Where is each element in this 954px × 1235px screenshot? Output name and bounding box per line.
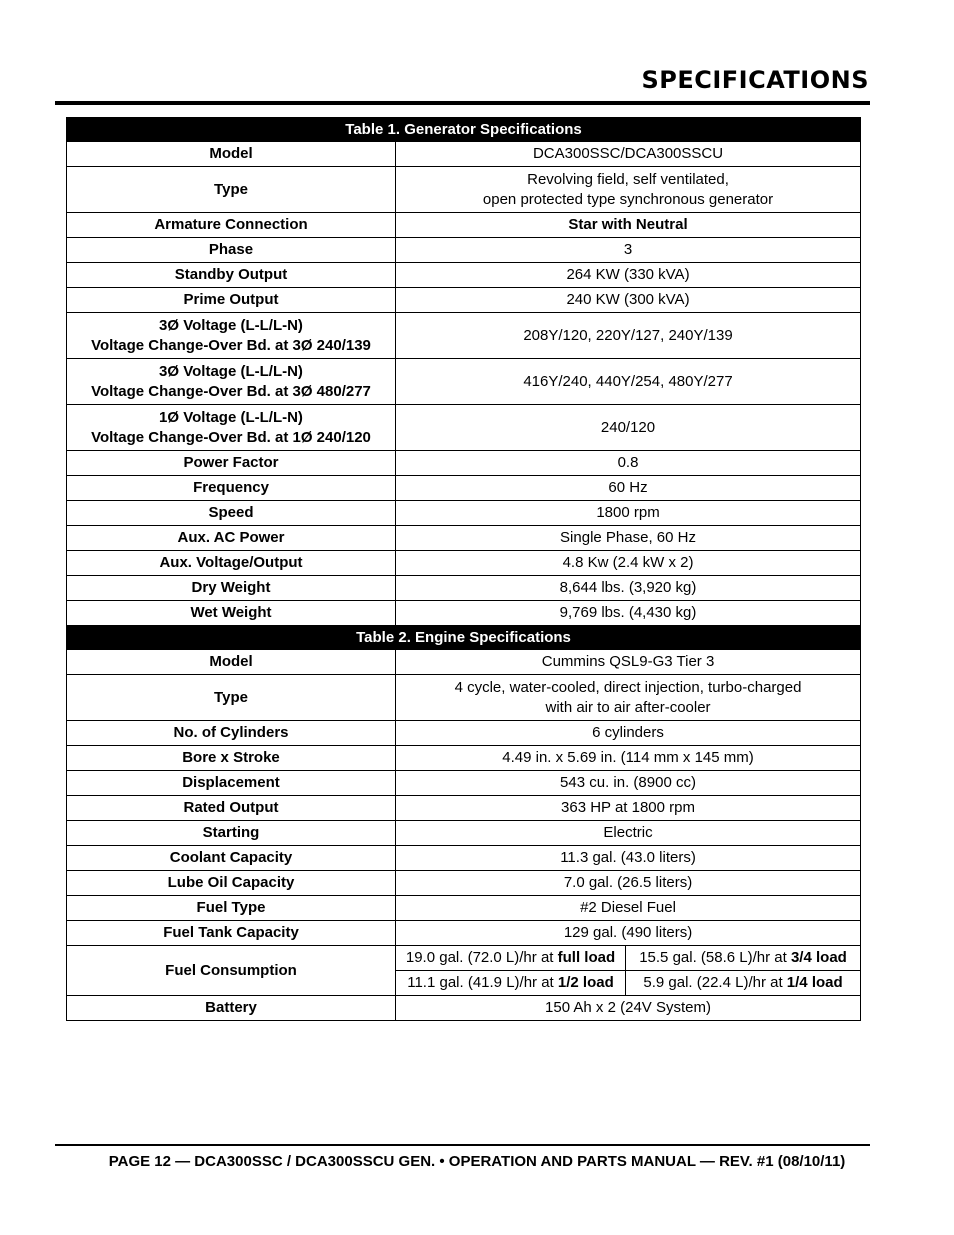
spec-value-line: Electric bbox=[603, 824, 653, 841]
spec-label: Battery bbox=[67, 996, 396, 1021]
spec-label bbox=[67, 846, 396, 871]
spec-value bbox=[396, 650, 861, 675]
spec-label bbox=[67, 821, 396, 846]
specifications-table bbox=[66, 117, 861, 1021]
spec-label bbox=[67, 213, 396, 238]
spec-label-line: Bore x Stroke bbox=[182, 749, 280, 766]
table-row bbox=[67, 263, 861, 288]
table-row bbox=[67, 821, 861, 846]
spec-value bbox=[396, 675, 861, 721]
spec-label-line: Voltage Change-Over Bd. at 3Ø 480/277 bbox=[91, 382, 371, 400]
fuel-rate: 19.0 gal. (72.0 L)/hr at bbox=[405, 949, 558, 966]
spec-label bbox=[67, 576, 396, 601]
spec-value bbox=[396, 601, 861, 626]
spec-label-line: Standby Output bbox=[174, 266, 288, 283]
table-row bbox=[67, 476, 861, 501]
spec-value bbox=[396, 871, 861, 896]
spec-value-line: 9,769 lbs. (4,430 kg) bbox=[559, 604, 697, 621]
spec-label-line: Prime Output bbox=[183, 291, 279, 308]
table-row bbox=[67, 359, 861, 405]
spec-label-line: Frequency bbox=[193, 479, 269, 496]
spec-value-line: DCA300SSC/DCA300SSCU bbox=[532, 145, 724, 162]
spec-label-line: Voltage Change-Over Bd. at 1Ø 240/120 bbox=[91, 428, 371, 446]
spec-label bbox=[67, 551, 396, 576]
table-row bbox=[67, 405, 861, 451]
spec-label bbox=[67, 896, 396, 921]
spec-value-line: 7.0 gal. (26.5 liters) bbox=[563, 874, 693, 891]
table-row bbox=[67, 313, 861, 359]
spec-value-line: 4.49 in. x 5.69 in. (114 mm x 145 mm) bbox=[502, 749, 754, 766]
spec-value bbox=[396, 796, 861, 821]
fuel-rate: 15.5 gal. (58.6 L)/hr at bbox=[639, 949, 791, 966]
fuel-load: 3/4 load bbox=[790, 949, 847, 966]
spec-value-line: 11.3 gal. (43.0 liters) bbox=[560, 849, 696, 866]
spec-value-line: open protected type synchronous generator bbox=[482, 190, 774, 208]
spec-value-line: 543 cu. in. (8900 cc) bbox=[560, 774, 696, 791]
table-header bbox=[67, 626, 861, 650]
spec-label bbox=[67, 796, 396, 821]
spec-label-line: Fuel Tank Capacity bbox=[163, 924, 299, 941]
spec-label bbox=[67, 263, 396, 288]
spec-value-line: 208Y/120, 220Y/127, 240Y/139 bbox=[523, 326, 733, 344]
fuel-consumption-label: Fuel Consumption bbox=[67, 946, 396, 996]
spec-value bbox=[396, 476, 861, 501]
spec-label-line: Speed bbox=[208, 504, 254, 521]
spec-label-line: Type bbox=[214, 180, 248, 198]
spec-value bbox=[396, 721, 861, 746]
fuel-rate: 5.9 gal. (22.4 L)/hr at bbox=[643, 974, 787, 991]
table-row bbox=[67, 650, 861, 675]
table-row bbox=[67, 501, 861, 526]
spec-value-line: Single Phase, 60 Hz bbox=[560, 529, 696, 546]
spec-label bbox=[67, 238, 396, 263]
spec-value-line: 240/120 bbox=[600, 418, 656, 436]
spec-label bbox=[67, 721, 396, 746]
table-row bbox=[67, 846, 861, 871]
spec-label-line: Voltage Change-Over Bd. at 3Ø 240/139 bbox=[91, 336, 371, 354]
spec-value-line: 60 Hz bbox=[608, 479, 648, 496]
table-row bbox=[67, 451, 861, 476]
spec-label bbox=[67, 501, 396, 526]
spec-label-line: Coolant Capacity bbox=[169, 849, 293, 866]
spec-label-line: Fuel Type bbox=[196, 899, 266, 916]
spec-value-line: 129 gal. (490 liters) bbox=[563, 924, 693, 941]
generator-specs-table bbox=[67, 118, 861, 626]
table-row bbox=[67, 167, 861, 213]
spec-label bbox=[67, 871, 396, 896]
engine-table-title: Table 2. Engine Specifications bbox=[67, 626, 861, 650]
fuel-load: 1/2 load bbox=[557, 974, 614, 991]
spec-value bbox=[396, 821, 861, 846]
spec-label-line: Lube Oil Capacity bbox=[167, 874, 295, 891]
spec-value bbox=[396, 896, 861, 921]
table-row bbox=[67, 288, 861, 313]
spec-label-line: Rated Output bbox=[183, 799, 279, 816]
spec-value-line: Revolving field, self ventilated, bbox=[527, 170, 729, 188]
spec-label-line: Aux. Voltage/Output bbox=[159, 554, 303, 571]
fuel-load: 1/4 load bbox=[786, 974, 843, 991]
spec-value-line: 4 cycle, water-cooled, direct injection, turbo-charged bbox=[454, 678, 802, 696]
table-row bbox=[67, 551, 861, 576]
spec-value bbox=[396, 142, 861, 167]
table-row bbox=[67, 213, 861, 238]
spec-label bbox=[67, 921, 396, 946]
spec-value bbox=[396, 263, 861, 288]
spec-value bbox=[396, 405, 861, 451]
spec-label bbox=[67, 142, 396, 167]
spec-label-line: Model bbox=[209, 145, 253, 162]
spec-value-line: 1800 rpm bbox=[596, 504, 660, 521]
spec-value-line: 264 KW (330 kVA) bbox=[566, 266, 690, 283]
spec-label-line: Aux. AC Power bbox=[177, 529, 285, 546]
table-row bbox=[67, 946, 861, 971]
fuel-consumption-cell bbox=[626, 971, 861, 996]
spec-value bbox=[396, 921, 861, 946]
spec-value: 150 Ah x 2 (24V System) bbox=[396, 996, 861, 1021]
table-row bbox=[67, 796, 861, 821]
table-row bbox=[67, 721, 861, 746]
spec-value-line: 416Y/240, 440Y/254, 480Y/277 bbox=[523, 372, 733, 390]
table-row bbox=[67, 601, 861, 626]
spec-label bbox=[67, 771, 396, 796]
spec-label bbox=[67, 601, 396, 626]
spec-value bbox=[396, 846, 861, 871]
spec-value bbox=[396, 451, 861, 476]
spec-value-line: 4.8 Kw (2.4 kW x 2) bbox=[562, 554, 694, 571]
table-row bbox=[67, 996, 861, 1021]
spec-label-line: Wet Weight bbox=[190, 604, 272, 621]
spec-label-line: Armature Connection bbox=[154, 216, 308, 233]
spec-label bbox=[67, 451, 396, 476]
spec-label-line: No. of Cylinders bbox=[173, 724, 289, 741]
spec-label bbox=[67, 288, 396, 313]
spec-label-line: Type bbox=[214, 688, 248, 706]
spec-value-line: 6 cylinders bbox=[592, 724, 664, 741]
spec-value bbox=[396, 313, 861, 359]
spec-value bbox=[396, 213, 861, 238]
spec-label bbox=[67, 167, 396, 213]
table-row bbox=[67, 921, 861, 946]
table-row bbox=[67, 526, 861, 551]
table-header bbox=[67, 118, 861, 142]
spec-value bbox=[396, 526, 861, 551]
spec-value bbox=[396, 359, 861, 405]
spec-label-line: 3Ø Voltage (L-L/L-N) bbox=[159, 362, 303, 380]
spec-label bbox=[67, 675, 396, 721]
fuel-and-battery-rows bbox=[67, 946, 861, 1021]
spec-label bbox=[67, 359, 396, 405]
spec-value bbox=[396, 576, 861, 601]
spec-label bbox=[67, 746, 396, 771]
header-rule bbox=[55, 101, 870, 105]
spec-value bbox=[396, 771, 861, 796]
spec-label-line: 1Ø Voltage (L-L/L-N) bbox=[159, 408, 303, 426]
spec-value bbox=[396, 551, 861, 576]
spec-value-line: 8,644 lbs. (3,920 kg) bbox=[559, 579, 697, 596]
fuel-rate: 11.1 gal. (41.9 L)/hr at bbox=[407, 974, 558, 991]
spec-label-line: Power Factor bbox=[183, 454, 279, 471]
table-row bbox=[67, 238, 861, 263]
table-row bbox=[67, 871, 861, 896]
spec-value bbox=[396, 238, 861, 263]
spec-value bbox=[396, 288, 861, 313]
spec-value bbox=[396, 746, 861, 771]
spec-value-line: with air to air after-cooler bbox=[545, 698, 711, 716]
spec-label-line: Dry Weight bbox=[191, 579, 271, 596]
spec-label bbox=[67, 405, 396, 451]
generator-table-title: Table 1. Generator Specifications bbox=[67, 118, 861, 142]
table-row bbox=[67, 896, 861, 921]
spec-value-line: Cummins QSL9-G3 Tier 3 bbox=[541, 653, 715, 670]
spec-value bbox=[396, 501, 861, 526]
spec-label-line: Phase bbox=[208, 241, 254, 258]
table-row bbox=[67, 746, 861, 771]
spec-value-line: 363 HP at 1800 rpm bbox=[561, 799, 695, 816]
table-row bbox=[67, 675, 861, 721]
spec-value-line: #2 Diesel Fuel bbox=[580, 899, 676, 916]
spec-value-line: Star with Neutral bbox=[568, 216, 688, 233]
table-row bbox=[67, 576, 861, 601]
spec-label bbox=[67, 313, 396, 359]
page-title: SPECIFICATIONS bbox=[641, 66, 869, 94]
fuel-consumption-cell bbox=[396, 946, 626, 971]
engine-specs-table bbox=[67, 626, 861, 946]
spec-value bbox=[396, 167, 861, 213]
spec-label-line: Model bbox=[209, 653, 253, 670]
spec-value-line: 240 KW (300 kVA) bbox=[566, 291, 690, 308]
spec-label bbox=[67, 650, 396, 675]
spec-value-line: 3 bbox=[623, 241, 633, 258]
page-footer: PAGE 12 — DCA300SSC / DCA300SSCU GEN. • OPERATION AND PARTS MANUAL — REV. #1 (08/10/11) bbox=[108, 1153, 846, 1170]
table-row bbox=[67, 142, 861, 167]
footer-rule bbox=[55, 1144, 870, 1146]
fuel-consumption-cell bbox=[396, 971, 626, 996]
spec-label-line: Displacement bbox=[182, 774, 280, 791]
spec-label bbox=[67, 526, 396, 551]
fuel-consumption-cell bbox=[626, 946, 861, 971]
spec-label-line: Starting bbox=[202, 824, 260, 841]
spec-value-line: 0.8 bbox=[617, 454, 639, 471]
fuel-load: full load bbox=[557, 949, 616, 966]
table-row bbox=[67, 771, 861, 796]
spec-label bbox=[67, 476, 396, 501]
spec-label-line: 3Ø Voltage (L-L/L-N) bbox=[159, 316, 303, 334]
